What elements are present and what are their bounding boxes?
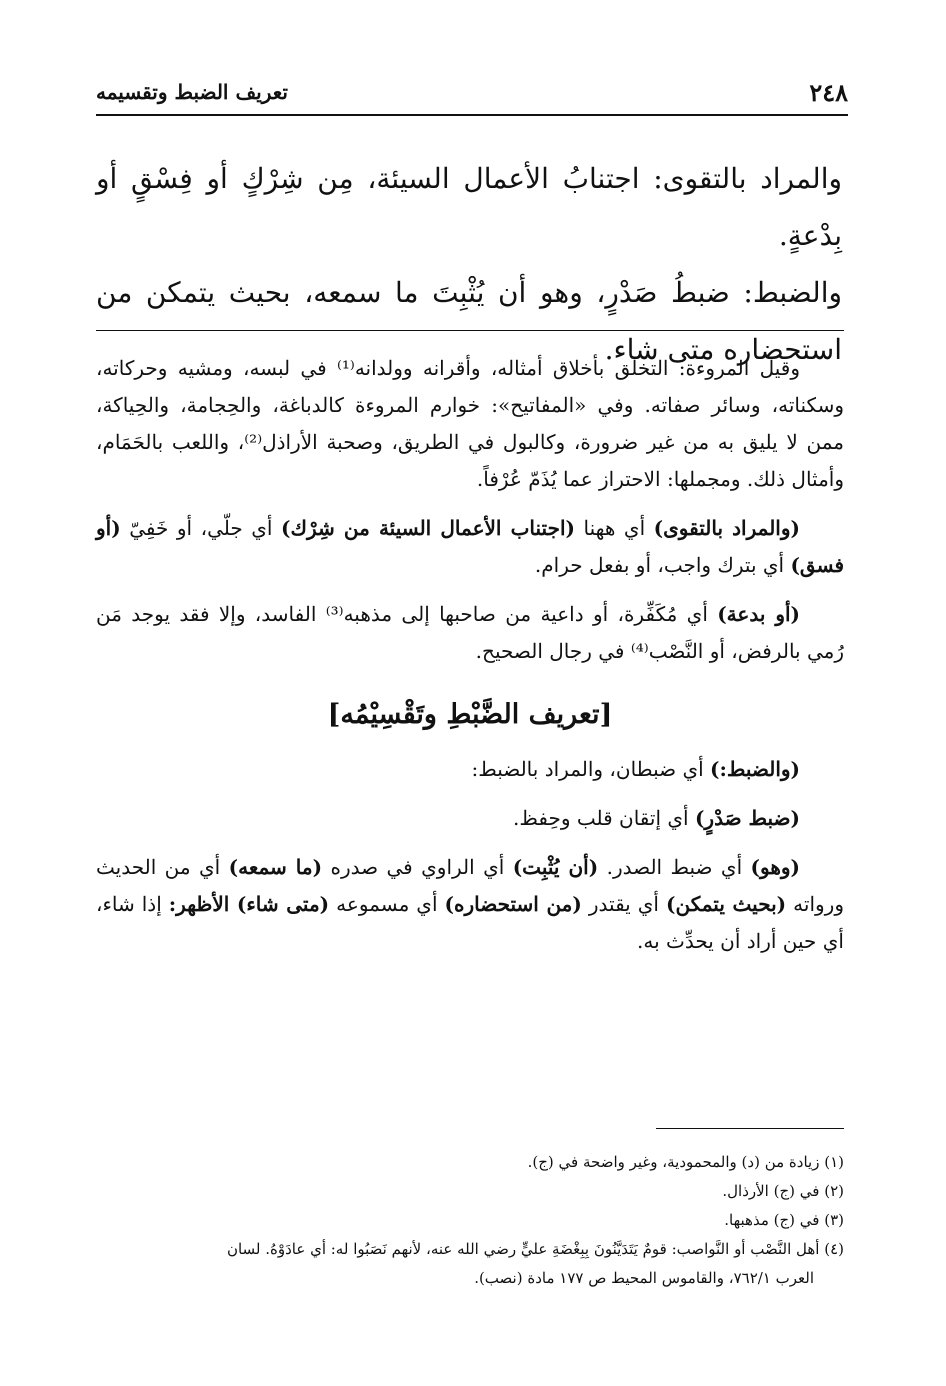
commentary: [96, 350, 844, 972]
quoted-phrase: (ما سمعه): [228, 855, 323, 879]
commentary-text: أي الراوي في صدره: [322, 855, 513, 879]
footnote-continuation: العرب ٧٦٢/١، والقاموس المحيط ص ١٧٧ مادة (نصب).: [474, 1269, 814, 1287]
commentary-paragraph: [96, 510, 844, 584]
main-text-paragraph: والضبط: ضبطُ صَدْرٍ، وهو أن يُثْبِتَ ما سمعه، بحيث يتمكن من استحضاره متى شاء.: [96, 276, 842, 366]
footnotes: [96, 1148, 844, 1293]
footnote: (١) زيادة من (د) والمحمودية، وغير واضحة في (ج).: [527, 1153, 844, 1171]
quoted-phrase: (أو فسق): [96, 516, 844, 577]
main-text: [96, 150, 842, 378]
quoted-phrase: (متى شاء) الأظهر:: [168, 892, 330, 916]
footnote: (٤) أهل النَّصْب أو النَّواصب: قومٌ يَتَدَيَّنُونَ بِبِغْضَةِ عليٍّ رضي الله عنه، لأنهم نَصَبُوا له: أي عادَوْهُ. لسان: [226, 1240, 844, 1258]
quoted-phrase: (أن يُثْبِت): [512, 855, 599, 879]
commentary-text: أي بترك واجب، أو بفعل حرام.: [534, 553, 791, 577]
commentary-text: أي ضبطان، والمراد بالضبط:: [471, 757, 711, 781]
commentary-text: أي ضبط الصدر.: [598, 855, 751, 879]
commentary-text: أي يقتدر: [581, 892, 667, 916]
commentary-paragraph: [96, 751, 844, 788]
commentary-paragraph: [96, 596, 844, 670]
commentary-text: أي ههنا: [574, 516, 654, 540]
commentary-text: أي مسموعه: [329, 892, 445, 916]
separator-line: [96, 330, 844, 331]
commentary-text: أي جلّي، أو خَفِيّ: [120, 516, 282, 540]
quoted-phrase: (والمراد بالتقوى): [653, 516, 800, 540]
footnote: (٢) في (ج) الأرذال.: [722, 1182, 844, 1200]
quoted-phrase: (بحيث يتمكن): [666, 892, 787, 916]
commentary-text: أي من الحديث ورواته: [96, 855, 844, 916]
quoted-phrase: (وهو): [750, 855, 800, 879]
running-title: تعريف الضبط وتقسيمه: [96, 80, 288, 104]
commentary-text: إذا شاء، أي حين أراد أن يحدِّث به.: [96, 892, 844, 953]
footnote-separator: [656, 1128, 844, 1129]
section-heading: [تعريف الضَّبْطِ وتَقْسِيْمُه]: [327, 699, 613, 730]
main-text-paragraph: والمراد بالتقوى: اجتنابُ الأعمال السيئة، مِن شِرْكٍ أو فِسْقٍ أو بِدْعةٍ.: [96, 162, 842, 252]
quoted-phrase: (أو بدعة): [717, 602, 801, 626]
commentary-text: أي مُكَفِّرة، أو داعية من صاحبها إلى مذهبه⁽³⁾ الفاسد، وإلا فقد يوجد مَن رُمي بالرفض، أو النَّصْب⁽⁴⁾ في رجال الصحيح.: [96, 602, 844, 663]
quoted-phrase: (والضبط:): [710, 757, 800, 781]
commentary-paragraph: [96, 849, 844, 960]
commentary-paragraph: [96, 800, 844, 837]
quoted-phrase: (اجتناب الأعمال السيئة من شِرْك): [281, 516, 575, 540]
commentary-paragraph: وقيل المروءة: التخلق بأخلاق أمثاله، وأقرانه وولدانه⁽¹⁾ في لبسه، ومشيه وحركاته، وسكناته، وسائر صفاته. وفي «المفاتيح»: خوارم المروءة كالدباغة، والحِجامة، والحِياكة، ممن لا يليق به من غير ضرورة، وكالبول في الطريق، وصحبة الأراذل⁽²⁾، واللعب بالحَمَام، وأمثال ذلك. ومجملها: الاحتراز عما يُذَمّ عُرْفاً.: [96, 356, 844, 491]
page-number: ٢٤٨: [809, 78, 848, 107]
page-header: [96, 68, 848, 116]
commentary-text: أي إتقان قلب وحِفظ.: [513, 806, 695, 830]
footnote: (٣) في (ج) مذهبها.: [724, 1211, 844, 1229]
quoted-phrase: (من استحضاره): [444, 892, 582, 916]
quoted-phrase: (ضبط صَدْرٍ): [694, 806, 800, 830]
